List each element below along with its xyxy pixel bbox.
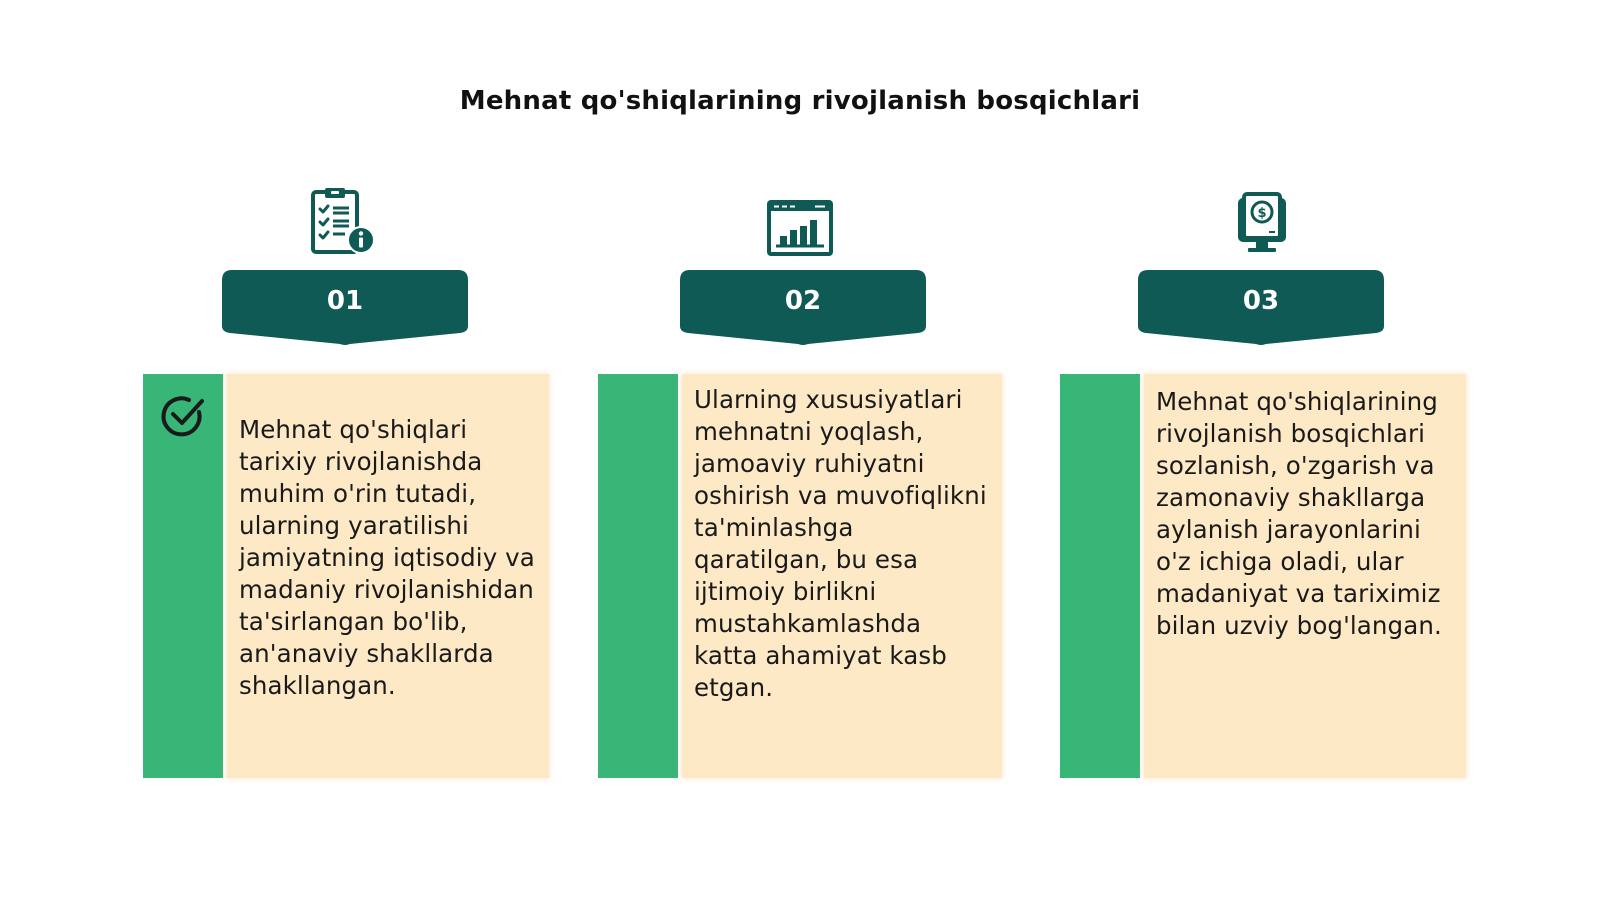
step-number: 02	[784, 286, 822, 316]
step-badge-3	[1138, 270, 1384, 346]
card-panel	[1144, 374, 1466, 778]
card-stripe	[143, 374, 223, 778]
step-card-2	[598, 374, 1002, 778]
step-badge-2	[680, 270, 926, 346]
clipboard-checklist-info-icon	[305, 186, 385, 258]
step-number: 03	[1242, 286, 1280, 316]
step-number: 01	[326, 286, 364, 316]
check-circle-icon	[159, 392, 207, 440]
step-card-3	[1060, 374, 1466, 778]
step-card-1	[143, 374, 549, 778]
card-panel	[682, 374, 1002, 778]
card-panel	[227, 374, 549, 778]
step-description: Mehnat qo'shiqlari tarixiy rivojlanishda muhim o'rin tutadi, ularning yaratilishi jamiyatning iqtisodiy va madaniy rivojlanishidan ta'sirlangan bo'lib, an'anaviy shakllarda shakllangan.	[239, 415, 535, 700]
card-stripe	[1060, 374, 1140, 778]
card-stripe	[598, 374, 678, 778]
dollar-monitor-icon	[1222, 186, 1302, 258]
bar-chart-window-icon	[759, 186, 839, 258]
svg-text:$: $	[1257, 206, 1267, 221]
step-description: Mehnat qo'shiqlarining rivojlanish bosqichlari sozlanish, o'zgarish va zamonaviy shakllarga aylanish jarayonlarini o'z ichiga oladi, ular madaniyat va tariximiz bilan uzviy bog'langan.	[1156, 387, 1442, 640]
page-title: Mehnat qo'shiqlarining rivojlanish bosqichlari	[459, 86, 1141, 116]
step-badge-1	[222, 270, 468, 346]
step-description: Ularning xususiyatlari mehnatni yoqlash, jamoaviy ruhiyatni oshirish va muvofiqlikni ta'minlashga qaratilgan, bu esa ijtimoiy birlikni mustahkamlashda katta ahamiyat kasb etgan.	[694, 385, 987, 702]
